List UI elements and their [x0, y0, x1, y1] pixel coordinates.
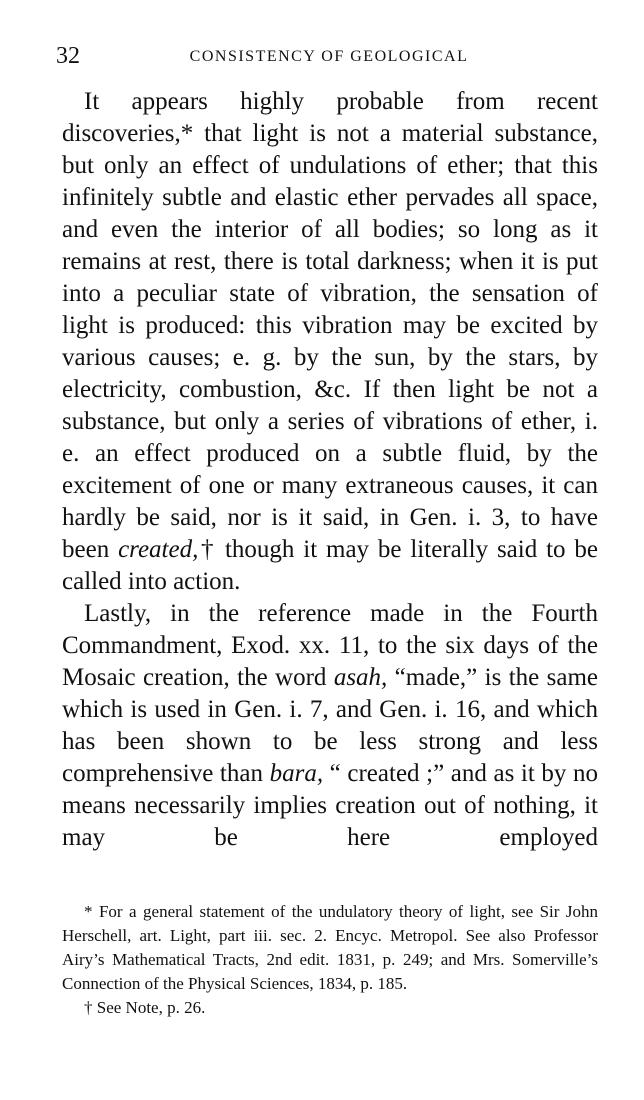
- body-text: [62, 86, 598, 854]
- paragraph-2-text-a: Lastly, in the reference made in the Fourth Commandment, Exod. xx. 11, to the six days of the Mosaic creation, the word: [62, 600, 598, 691]
- footnotes: [62, 900, 598, 1020]
- paragraph-1: [62, 86, 598, 598]
- page-number: 32: [56, 43, 80, 69]
- paragraph-2-italic-asah: asah,: [333, 664, 388, 691]
- paragraph-2-italic-bara: bara,: [269, 760, 324, 787]
- paragraph-1-text-a: It appears highly probable from recent discoveries,* that light is not a material substance, but only an effect of undulations of ether; that this infinitely subtle and elastic ether pervades all space, and even the interior of all bodies; so long as it remains at rest, there is total darkness; when it is put into a peculiar state of vibration, the sensation of light is produced: this vibration may be excited by various causes; e. g. by the sun, by the stars, by electricity, combustion, &c. If then light be not a substance, but only a series of vibrations of ether, i. e. an effect produced on a subtle fluid, by the excitement of one or many extraneous causes, it can hardly be said, nor is it said, in Gen. i. 3, to have been: [62, 88, 598, 563]
- paragraph-2: [62, 598, 598, 854]
- paragraph-1-text-b: † though it may be literally said to be called into action.: [62, 536, 598, 595]
- paragraph-2-text-b: “made,” is the same which is used in Gen. i. 7, and Gen. i. 16, and which has been shown to be less strong and less comprehensive than: [62, 664, 598, 787]
- running-head: CONSISTENCY OF GEOLOGICAL: [189, 48, 469, 65]
- paragraph-2-text-c: “ created ;” and as it by no means necessarily implies creation out of nothing, it may be here employed: [62, 760, 599, 851]
- paragraph-1-italic: created,: [118, 536, 199, 563]
- footnote-2: † See Note, p. 26.: [84, 998, 206, 1017]
- page-header: [56, 42, 602, 72]
- footnote-1: * For a general statement of the undulatory theory of light, see Sir John Herschell, art. Light, part iii. sec. 2. Encyc. Metropol. See also Professor Airy’s Mathematical Tracts, 2nd edit. 1831, p. 249; and Mrs. Somerville’s Connection of the Physical Sciences, 1834, p. 185.: [62, 902, 598, 993]
